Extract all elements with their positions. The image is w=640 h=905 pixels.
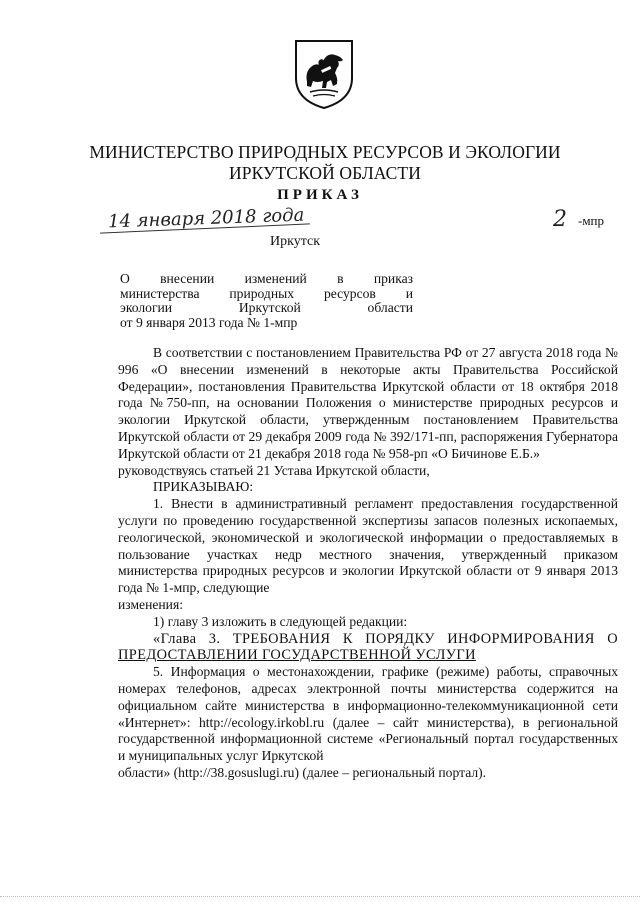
ministry-name	[60, 142, 590, 184]
scan-edge-divider	[0, 896, 640, 899]
irkutsk-coat-of-arms-icon	[293, 38, 355, 110]
title-line: от 9 января 2013 года № 1-мпр	[120, 314, 298, 330]
title-line: О внесении изменений в приказ	[120, 271, 413, 286]
point-5-end: области» (http://38.gosuslugi.ru) (далее – региональный портал).	[118, 764, 487, 780]
handwritten-number: 2	[553, 207, 567, 232]
order-title	[120, 272, 413, 330]
ministry-line-1: МИНИСТЕРСТВО ПРИРОДНЫХ РЕСУРСОВ И ЭКОЛОГИИ	[89, 142, 561, 162]
document-type: ПРИКАЗ	[277, 187, 363, 203]
ministry-line-2: ИРКУТСКОЙ ОБЛАСТИ	[229, 163, 421, 183]
chapter-heading-line-2: ПРЕДОСТАВЛЕНИИ ГОСУДАРСТВЕННОЙ УСЛУГИ	[118, 647, 476, 664]
preamble-paragraph: В соответствии с постановлением Правительства РФ от 27 августа 2018 года № 996 «О внесении изменений в некоторые акты Правительства Российской Федерации», постановления Правительства Иркутской области от 18 октября 2018 года №750-пп, на основании Положения о министерстве природных ресурсов и экологии Иркутской области, утвержденным постановлением Правительства Иркутской области от 29 декабря 2009 года № 392/171-пп, распоряжения Губернатора Иркутской области от 21 декабря 2018 года № 958-рп «О Бичинове Е.Б.»	[118, 345, 618, 461]
title-line: министерства природных ресурсов и	[120, 285, 413, 301]
item-1-paragraph: 1. Внести в административный регламент предоставления государственной услуги по проведению государственной экспертизы запасов полезных ископаемых, геологической, экономической и экологической информации о предоставляемых в пользование участках недр местного значения, утвержденный приказом министерства природных ресурсов и экологии Иркутской области от 9 января 2013 года № 1-мпр, следующие	[118, 496, 618, 596]
handwritten-date: 14 января 2018 года	[107, 204, 305, 233]
order-word: ПРИКАЗЫВАЮ:	[153, 479, 254, 495]
preamble-end: руководствуясь статьей 21 Устава Иркутской области,	[118, 462, 430, 478]
item-1-end: изменения:	[118, 596, 183, 612]
subitem-1: 1) главу 3 изложить в следующей редакции:	[153, 613, 408, 629]
title-line: экологии Иркутской области	[120, 300, 413, 316]
point-5-paragraph: 5. Информация о местонахождении, графике (режиме) работы, справочных номерах телефонов, адресах электронной почты министерства содержится на официальном сайте министерства в информационно-телекоммуникационной сети «Интернет»: http://ecology.irkobl.ru (далее – сайт министерства), в региональной государственной информационной системе «Региональный портал государственных и муниципальных услуг Иркутской	[118, 664, 618, 764]
city-name: Иркутск	[270, 234, 321, 249]
chapter-heading-line-1: «Глава 3. ТРЕБОВАНИЯ К ПОРЯДКУ ИНФОРМИРОВАНИЯ О	[153, 630, 618, 647]
order-body	[118, 345, 618, 782]
number-suffix: -мпр	[578, 213, 605, 228]
